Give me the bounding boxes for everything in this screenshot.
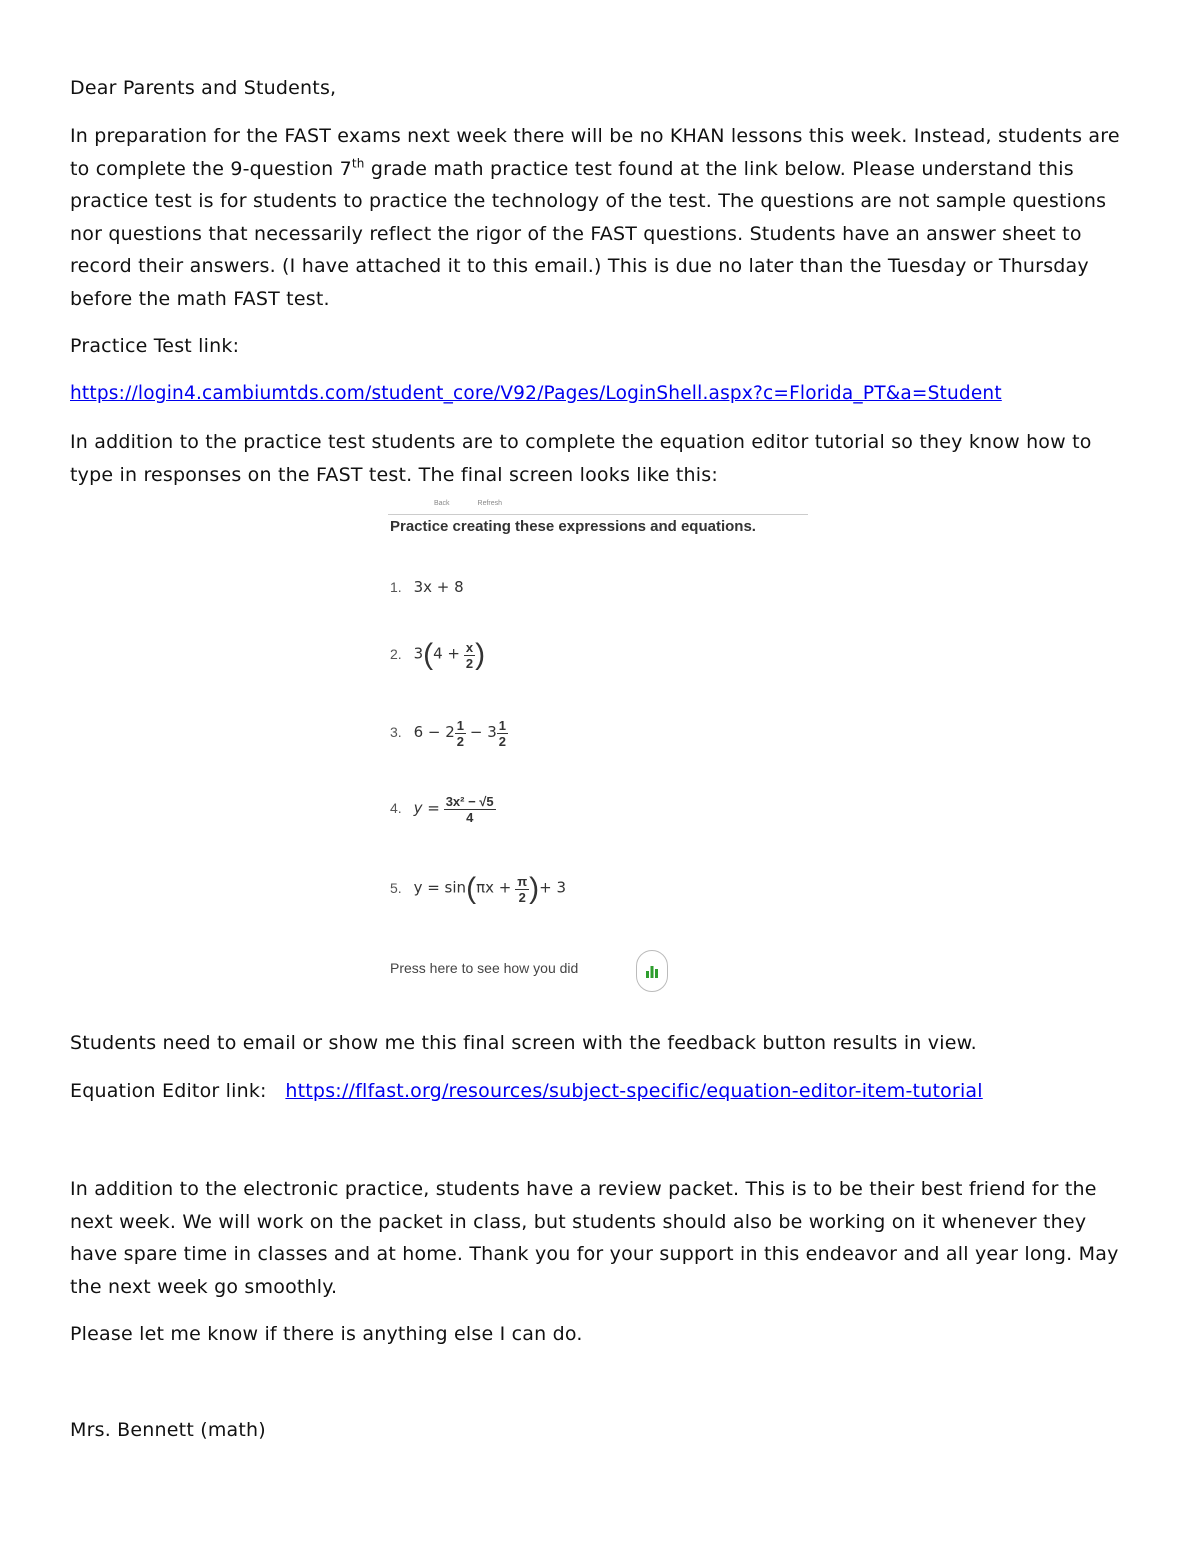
expression-5: 5. y = sin(πx + $\frac{\pi}{2}$ )+ 3 — [390, 872, 567, 905]
intro-text-a: In preparation for the FAST exams next week there will be no KHAN lessons this week. Instead, students are to complete the 9-question 7 — [70, 125, 1120, 180]
fraction: $\frac{\text{3x² − √5}}{4}$ — [445, 794, 494, 825]
expression-text: πx + — [476, 878, 512, 897]
intro-text-b: grade math practice test found at the link below. Please understand this practice test is for students to practice the technology of the test. The questions are not sample questions nor questions that necessarily reflect the rigor of the FAST questions. Students have an answer sheet to record their answers. (I have attached it to this email.) This is due no later than the Tuesday or Thursday before the math FAST test. — [70, 157, 1107, 310]
screenshot-tabs — [434, 500, 528, 507]
feedback-button[interactable] — [636, 950, 668, 992]
tutorial-paragraph: In addition to the practice test students are to complete the equation editor tutorial so they know how to type in responses on the FAST test. The final screen looks like this: — [70, 431, 1092, 486]
refresh-tab[interactable]: Refresh — [477, 500, 503, 507]
equation-editor-line — [70, 1075, 1130, 1108]
expression-text: 4 + — [433, 644, 461, 663]
fraction: $\frac{x}{2}$ — [465, 639, 474, 671]
practice-test-label: Practice Test link: — [70, 335, 240, 357]
expression-text: 3x + 8 — [413, 578, 464, 596]
screenshot-heading: Practice creating these expressions and equations. — [390, 518, 756, 535]
expression-1 — [390, 578, 464, 596]
expression-text: y = — [413, 799, 440, 818]
expression-text: y = sin — [413, 878, 467, 897]
divider — [388, 514, 808, 515]
closing-line: Please let me know if there is anything else I can do. — [70, 1323, 583, 1345]
expression-2: 2. 3(4 + $\frac{x}{2}$ ) — [390, 638, 486, 671]
back-tab[interactable]: Back — [434, 500, 450, 507]
equation-editor-label: Equation Editor link: — [70, 1080, 267, 1102]
greeting: Dear Parents and Students, — [70, 77, 337, 99]
expression-number: 2. — [390, 645, 402, 662]
expression-text: 6 − 2 — [413, 723, 455, 742]
fraction: $\frac{1}{2}$ — [498, 718, 507, 749]
intro-paragraph — [70, 120, 1130, 315]
expression-number: 1. — [390, 579, 402, 595]
review-paragraph: In addition to the electronic practice, students have a review packet. This is to be their best friend for the next week. We will work on the packet in class, but students should also be working on it whenever they have spare time in classes and at home. Thank you for your support in this endeavor and all year long. May the next week go smoothly. — [70, 1178, 1119, 1298]
feedback-paragraph: Students need to email or show me this final screen with the feedback button results in view. — [70, 1032, 977, 1054]
expression-text: − 3 — [469, 723, 497, 742]
equation-editor-link[interactable]: https://flfast.org/resources/subject-specific/equation-editor-item-tutorial — [285, 1080, 983, 1102]
expression-text: + 3 — [539, 878, 567, 897]
fraction: $\frac{1}{2}$ — [456, 718, 465, 749]
expression-text: 3 — [413, 644, 424, 663]
expression-number: 4. — [390, 800, 402, 817]
equation-editor-screenshot — [388, 496, 818, 1006]
ordinal-suffix: th — [351, 156, 365, 171]
press-label: Press here to see how you did — [390, 960, 579, 976]
bar-chart-icon — [644, 964, 660, 978]
expression-3 — [390, 718, 508, 749]
signature: Mrs. Bennett (math) — [70, 1419, 266, 1441]
expression-4 — [390, 794, 496, 825]
practice-test-link[interactable]: https://login4.cambiumtds.com/student_core/V92/Pages/LoginShell.aspx?c=Florida_PT&a=Student — [70, 383, 1002, 404]
expression-number: 5. — [390, 879, 402, 896]
expression-number: 3. — [390, 724, 402, 741]
fraction: $\frac{\pi}{2}$ — [517, 873, 528, 905]
practice-test-link-line — [70, 378, 1130, 411]
